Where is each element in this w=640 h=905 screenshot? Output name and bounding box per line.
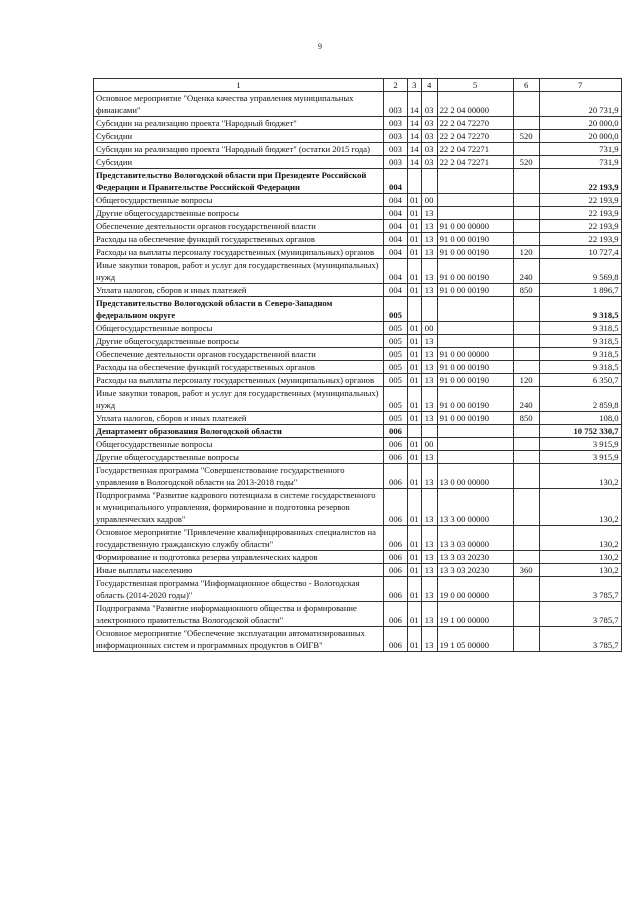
cell-expense-type xyxy=(513,348,539,361)
cell-subsection: 13 xyxy=(421,412,437,425)
cell-name: Субсидии на реализацию проекта "Народный бюджет" (остатки 2015 года) xyxy=(94,143,384,156)
cell-section: 01 xyxy=(408,207,422,220)
cell-expense-type: 120 xyxy=(513,246,539,259)
cell-name: Субсидии xyxy=(94,130,384,143)
cell-amount: 130,2 xyxy=(539,551,621,564)
cell-section: 01 xyxy=(408,233,422,246)
cell-ministry-code: 005 xyxy=(384,412,408,425)
cell-target-article: 13 3 00 00000 xyxy=(437,489,513,526)
cell-target-article: 91 0 00 00190 xyxy=(437,361,513,374)
cell-expense-type xyxy=(513,117,539,130)
cell-amount: 2 859,8 xyxy=(539,387,621,412)
cell-section xyxy=(408,297,422,322)
cell-subsection: 13 xyxy=(421,387,437,412)
cell-name: Расходы на обеспечение функций государственных органов xyxy=(94,361,384,374)
cell-expense-type: 360 xyxy=(513,564,539,577)
table-row xyxy=(94,526,622,551)
cell-subsection: 13 xyxy=(421,551,437,564)
table-row xyxy=(94,438,622,451)
cell-ministry-code: 004 xyxy=(384,246,408,259)
cell-section: 01 xyxy=(408,451,422,464)
cell-target-article: 91 0 00 00190 xyxy=(437,259,513,284)
cell-expense-type: 240 xyxy=(513,259,539,284)
cell-target-article xyxy=(437,425,513,438)
cell-expense-type xyxy=(513,169,539,194)
cell-amount: 22 193,9 xyxy=(539,220,621,233)
table-row xyxy=(94,412,622,425)
cell-name: Представительство Вологодской области в Северо-Западном федеральном округе xyxy=(94,297,384,322)
cell-name: Обеспечение деятельности органов государственной власти xyxy=(94,220,384,233)
cell-amount: 22 193,9 xyxy=(539,207,621,220)
cell-ministry-code: 005 xyxy=(384,374,408,387)
cell-expense-type xyxy=(513,322,539,335)
cell-target-article xyxy=(437,194,513,207)
cell-amount: 9 318,5 xyxy=(539,297,621,322)
cell-subsection: 13 xyxy=(421,284,437,297)
table-row xyxy=(94,143,622,156)
cell-section: 01 xyxy=(408,464,422,489)
cell-section xyxy=(408,169,422,194)
cell-ministry-code: 006 xyxy=(384,464,408,489)
cell-subsection: 13 xyxy=(421,374,437,387)
cell-expense-type xyxy=(513,627,539,652)
table-row xyxy=(94,361,622,374)
cell-section: 01 xyxy=(408,348,422,361)
cell-amount: 130,2 xyxy=(539,526,621,551)
cell-name: Расходы на выплаты персоналу государственных (муниципальных) органов xyxy=(94,374,384,387)
cell-subsection: 13 xyxy=(421,335,437,348)
cell-target-article xyxy=(437,335,513,348)
budget-table xyxy=(93,78,622,652)
cell-section: 01 xyxy=(408,627,422,652)
cell-target-article: 19 1 05 00000 xyxy=(437,627,513,652)
cell-subsection: 03 xyxy=(421,117,437,130)
cell-amount: 10 752 330,7 xyxy=(539,425,621,438)
cell-ministry-code: 005 xyxy=(384,387,408,412)
cell-ministry-code: 006 xyxy=(384,425,408,438)
cell-section: 14 xyxy=(408,92,422,117)
cell-subsection: 03 xyxy=(421,143,437,156)
cell-expense-type xyxy=(513,92,539,117)
cell-expense-type xyxy=(513,451,539,464)
cell-amount: 3 785,7 xyxy=(539,577,621,602)
cell-amount: 731,9 xyxy=(539,156,621,169)
cell-expense-type xyxy=(513,297,539,322)
cell-amount: 22 193,9 xyxy=(539,194,621,207)
cell-amount: 20 731,9 xyxy=(539,92,621,117)
cell-ministry-code: 006 xyxy=(384,627,408,652)
cell-target-article xyxy=(437,207,513,220)
cell-amount: 9 318,5 xyxy=(539,335,621,348)
column-header: 2 xyxy=(384,79,408,92)
table-row xyxy=(94,284,622,297)
cell-amount: 22 193,9 xyxy=(539,233,621,246)
cell-target-article: 22 2 04 72271 xyxy=(437,156,513,169)
cell-ministry-code: 005 xyxy=(384,335,408,348)
cell-section: 01 xyxy=(408,577,422,602)
cell-ministry-code: 004 xyxy=(384,233,408,246)
cell-expense-type: 240 xyxy=(513,387,539,412)
table-row xyxy=(94,156,622,169)
cell-amount: 10 727,4 xyxy=(539,246,621,259)
cell-target-article: 22 2 04 72271 xyxy=(437,143,513,156)
cell-name: Подпрограмма "Развитие кадрового потенциала в системе государственного и муниципального управления, формирование и подготовка резервов управленческих кадров" xyxy=(94,489,384,526)
cell-target-article: 13 3 03 20230 xyxy=(437,564,513,577)
cell-ministry-code: 006 xyxy=(384,526,408,551)
table-row xyxy=(94,602,622,627)
cell-name: Государственная программа "Совершенствование государственного управления в Вологодской области на 2013-2018 годы" xyxy=(94,464,384,489)
column-header: 4 xyxy=(421,79,437,92)
cell-ministry-code: 006 xyxy=(384,602,408,627)
cell-name: Общегосударственные вопросы xyxy=(94,438,384,451)
cell-subsection: 13 xyxy=(421,464,437,489)
cell-ministry-code: 006 xyxy=(384,489,408,526)
cell-section: 01 xyxy=(408,284,422,297)
table-row xyxy=(94,387,622,412)
table-row xyxy=(94,564,622,577)
cell-name: Общегосударственные вопросы xyxy=(94,322,384,335)
cell-section: 14 xyxy=(408,130,422,143)
cell-section: 01 xyxy=(408,438,422,451)
cell-subsection: 13 xyxy=(421,602,437,627)
table-row xyxy=(94,169,622,194)
cell-target-article xyxy=(437,297,513,322)
table-row xyxy=(94,451,622,464)
table-row xyxy=(94,117,622,130)
cell-target-article: 13 0 00 00000 xyxy=(437,464,513,489)
cell-amount: 108,0 xyxy=(539,412,621,425)
cell-target-article xyxy=(437,438,513,451)
cell-name: Другие общегосударственные вопросы xyxy=(94,335,384,348)
cell-name: Иные закупки товаров, работ и услуг для государственных (муниципальных) нужд xyxy=(94,387,384,412)
cell-amount: 130,2 xyxy=(539,489,621,526)
cell-section: 01 xyxy=(408,489,422,526)
cell-section: 14 xyxy=(408,117,422,130)
cell-section: 01 xyxy=(408,374,422,387)
cell-target-article: 91 0 00 00190 xyxy=(437,412,513,425)
column-header: 5 xyxy=(437,79,513,92)
table-row xyxy=(94,627,622,652)
cell-expense-type xyxy=(513,526,539,551)
cell-section: 01 xyxy=(408,220,422,233)
cell-amount: 6 350,7 xyxy=(539,374,621,387)
cell-target-article: 91 0 00 00190 xyxy=(437,284,513,297)
cell-expense-type xyxy=(513,464,539,489)
cell-ministry-code: 004 xyxy=(384,284,408,297)
cell-target-article: 13 3 03 00000 xyxy=(437,526,513,551)
table-row xyxy=(94,374,622,387)
cell-amount: 130,2 xyxy=(539,464,621,489)
cell-target-article xyxy=(437,322,513,335)
cell-section: 01 xyxy=(408,361,422,374)
cell-expense-type: 520 xyxy=(513,156,539,169)
cell-target-article: 22 2 04 72270 xyxy=(437,117,513,130)
cell-subsection: 13 xyxy=(421,246,437,259)
cell-expense-type xyxy=(513,489,539,526)
cell-section: 01 xyxy=(408,194,422,207)
column-header: 7 xyxy=(539,79,621,92)
cell-ministry-code: 005 xyxy=(384,361,408,374)
cell-section: 01 xyxy=(408,602,422,627)
cell-subsection: 13 xyxy=(421,361,437,374)
cell-amount: 1 896,7 xyxy=(539,284,621,297)
cell-subsection: 13 xyxy=(421,451,437,464)
cell-section: 01 xyxy=(408,564,422,577)
cell-ministry-code: 005 xyxy=(384,322,408,335)
cell-section: 01 xyxy=(408,412,422,425)
cell-subsection: 13 xyxy=(421,220,437,233)
table-row xyxy=(94,348,622,361)
table-row xyxy=(94,207,622,220)
table-body xyxy=(94,92,622,652)
table-row xyxy=(94,297,622,322)
cell-expense-type xyxy=(513,602,539,627)
cell-target-article: 91 0 00 00000 xyxy=(437,348,513,361)
cell-ministry-code: 004 xyxy=(384,169,408,194)
cell-subsection: 13 xyxy=(421,207,437,220)
cell-name: Общегосударственные вопросы xyxy=(94,194,384,207)
cell-ministry-code: 004 xyxy=(384,194,408,207)
cell-subsection: 03 xyxy=(421,130,437,143)
cell-target-article: 91 0 00 00190 xyxy=(437,246,513,259)
cell-ministry-code: 004 xyxy=(384,207,408,220)
cell-target-article xyxy=(437,451,513,464)
table-row xyxy=(94,92,622,117)
table-row xyxy=(94,577,622,602)
cell-subsection: 03 xyxy=(421,92,437,117)
cell-name: Расходы на обеспечение функций государственных органов xyxy=(94,233,384,246)
cell-amount: 3 915,9 xyxy=(539,438,621,451)
cell-amount: 130,2 xyxy=(539,564,621,577)
cell-ministry-code: 003 xyxy=(384,130,408,143)
cell-target-article: 91 0 00 00190 xyxy=(437,233,513,246)
table-row xyxy=(94,194,622,207)
table-row xyxy=(94,489,622,526)
cell-name: Иные закупки товаров, работ и услуг для государственных (муниципальных) нужд xyxy=(94,259,384,284)
cell-name: Обеспечение деятельности органов государственной власти xyxy=(94,348,384,361)
cell-ministry-code: 005 xyxy=(384,297,408,322)
cell-expense-type xyxy=(513,577,539,602)
cell-subsection: 13 xyxy=(421,348,437,361)
table-row xyxy=(94,259,622,284)
cell-name: Основное мероприятие "Обеспечение эксплуатации автоматизированных информационных систем и программных продуктов в ОИГВ" xyxy=(94,627,384,652)
cell-amount: 20 000,0 xyxy=(539,130,621,143)
cell-expense-type xyxy=(513,335,539,348)
cell-target-article: 22 2 04 00000 xyxy=(437,92,513,117)
cell-section: 01 xyxy=(408,259,422,284)
cell-subsection: 03 xyxy=(421,156,437,169)
cell-ministry-code: 006 xyxy=(384,577,408,602)
cell-ministry-code: 003 xyxy=(384,117,408,130)
cell-target-article: 19 1 00 00000 xyxy=(437,602,513,627)
cell-section: 01 xyxy=(408,387,422,412)
cell-target-article: 91 0 00 00190 xyxy=(437,374,513,387)
cell-subsection: 00 xyxy=(421,322,437,335)
cell-expense-type: 850 xyxy=(513,284,539,297)
cell-amount: 20 000,0 xyxy=(539,117,621,130)
cell-ministry-code: 006 xyxy=(384,451,408,464)
cell-subsection: 00 xyxy=(421,438,437,451)
cell-amount: 3 915,9 xyxy=(539,451,621,464)
cell-expense-type xyxy=(513,207,539,220)
table-row xyxy=(94,335,622,348)
cell-name: Другие общегосударственные вопросы xyxy=(94,207,384,220)
column-header-row xyxy=(94,79,622,92)
cell-subsection: 13 xyxy=(421,259,437,284)
cell-expense-type xyxy=(513,143,539,156)
cell-name: Представительство Вологодской области при Президенте Российской Федерации и Правительстве Российской Федерации xyxy=(94,169,384,194)
cell-target-article: 13 3 03 20230 xyxy=(437,551,513,564)
cell-target-article: 19 0 00 00000 xyxy=(437,577,513,602)
cell-expense-type xyxy=(513,425,539,438)
column-header: 3 xyxy=(408,79,422,92)
cell-subsection: 13 xyxy=(421,577,437,602)
cell-name: Основное мероприятие "Привлечение квалифицированных специалистов на государственную гражданскую службу области" xyxy=(94,526,384,551)
cell-ministry-code: 006 xyxy=(384,551,408,564)
cell-subsection: 13 xyxy=(421,233,437,246)
cell-amount: 9 318,5 xyxy=(539,361,621,374)
cell-amount: 3 785,7 xyxy=(539,602,621,627)
cell-name: Государственная программа "Информационное общество - Вологодская область (2014-2020 годы)" xyxy=(94,577,384,602)
table-row xyxy=(94,322,622,335)
cell-target-article: 91 0 00 00190 xyxy=(437,387,513,412)
cell-subsection xyxy=(421,425,437,438)
page-number: 9 xyxy=(318,42,322,51)
cell-expense-type xyxy=(513,194,539,207)
cell-amount: 3 785,7 xyxy=(539,627,621,652)
cell-name: Иные выплаты населению xyxy=(94,564,384,577)
cell-amount: 9 569,8 xyxy=(539,259,621,284)
table-row xyxy=(94,246,622,259)
cell-name: Подпрограмма "Развитие информационного общества и формирование электронного правительства Вологодской области" xyxy=(94,602,384,627)
table-row xyxy=(94,425,622,438)
cell-section: 01 xyxy=(408,551,422,564)
cell-section: 01 xyxy=(408,322,422,335)
table-row xyxy=(94,130,622,143)
cell-section: 14 xyxy=(408,143,422,156)
cell-target-article xyxy=(437,169,513,194)
cell-amount: 22 193,9 xyxy=(539,169,621,194)
cell-subsection: 13 xyxy=(421,627,437,652)
cell-amount: 731,9 xyxy=(539,143,621,156)
cell-ministry-code: 003 xyxy=(384,156,408,169)
table-row xyxy=(94,551,622,564)
cell-section: 01 xyxy=(408,526,422,551)
cell-name: Основное мероприятие "Оценка качества управления муниципальных финансами" xyxy=(94,92,384,117)
table-row xyxy=(94,464,622,489)
cell-expense-type xyxy=(513,438,539,451)
cell-ministry-code: 004 xyxy=(384,259,408,284)
cell-subsection xyxy=(421,297,437,322)
cell-subsection: 00 xyxy=(421,194,437,207)
table-row xyxy=(94,220,622,233)
cell-expense-type xyxy=(513,220,539,233)
cell-target-article: 22 2 04 72270 xyxy=(437,130,513,143)
cell-ministry-code: 004 xyxy=(384,220,408,233)
cell-expense-type xyxy=(513,233,539,246)
cell-section: 01 xyxy=(408,335,422,348)
cell-section xyxy=(408,425,422,438)
cell-ministry-code: 006 xyxy=(384,564,408,577)
cell-subsection: 13 xyxy=(421,564,437,577)
cell-name: Уплата налогов, сборов и иных платежей xyxy=(94,284,384,297)
cell-subsection xyxy=(421,169,437,194)
cell-section: 14 xyxy=(408,156,422,169)
column-header: 1 xyxy=(94,79,384,92)
table-row xyxy=(94,233,622,246)
cell-amount: 9 318,5 xyxy=(539,348,621,361)
cell-name: Субсидии xyxy=(94,156,384,169)
cell-expense-type: 120 xyxy=(513,374,539,387)
cell-name: Расходы на выплаты персоналу государственных (муниципальных) органов xyxy=(94,246,384,259)
cell-name: Формирование и подготовка резерва управленческих кадров xyxy=(94,551,384,564)
cell-ministry-code: 003 xyxy=(384,143,408,156)
cell-ministry-code: 005 xyxy=(384,348,408,361)
cell-name: Субсидии на реализацию проекта "Народный бюджет" xyxy=(94,117,384,130)
cell-expense-type xyxy=(513,361,539,374)
cell-name: Другие общегосударственные вопросы xyxy=(94,451,384,464)
cell-expense-type: 850 xyxy=(513,412,539,425)
cell-expense-type xyxy=(513,551,539,564)
cell-section: 01 xyxy=(408,246,422,259)
cell-amount: 9 318,5 xyxy=(539,322,621,335)
cell-name: Уплата налогов, сборов и иных платежей xyxy=(94,412,384,425)
cell-subsection: 13 xyxy=(421,526,437,551)
cell-name: Департамент образования Вологодской области xyxy=(94,425,384,438)
cell-ministry-code: 006 xyxy=(384,438,408,451)
cell-target-article: 91 0 00 00000 xyxy=(437,220,513,233)
cell-subsection: 13 xyxy=(421,489,437,526)
column-header: 6 xyxy=(513,79,539,92)
cell-expense-type: 520 xyxy=(513,130,539,143)
cell-ministry-code: 003 xyxy=(384,92,408,117)
